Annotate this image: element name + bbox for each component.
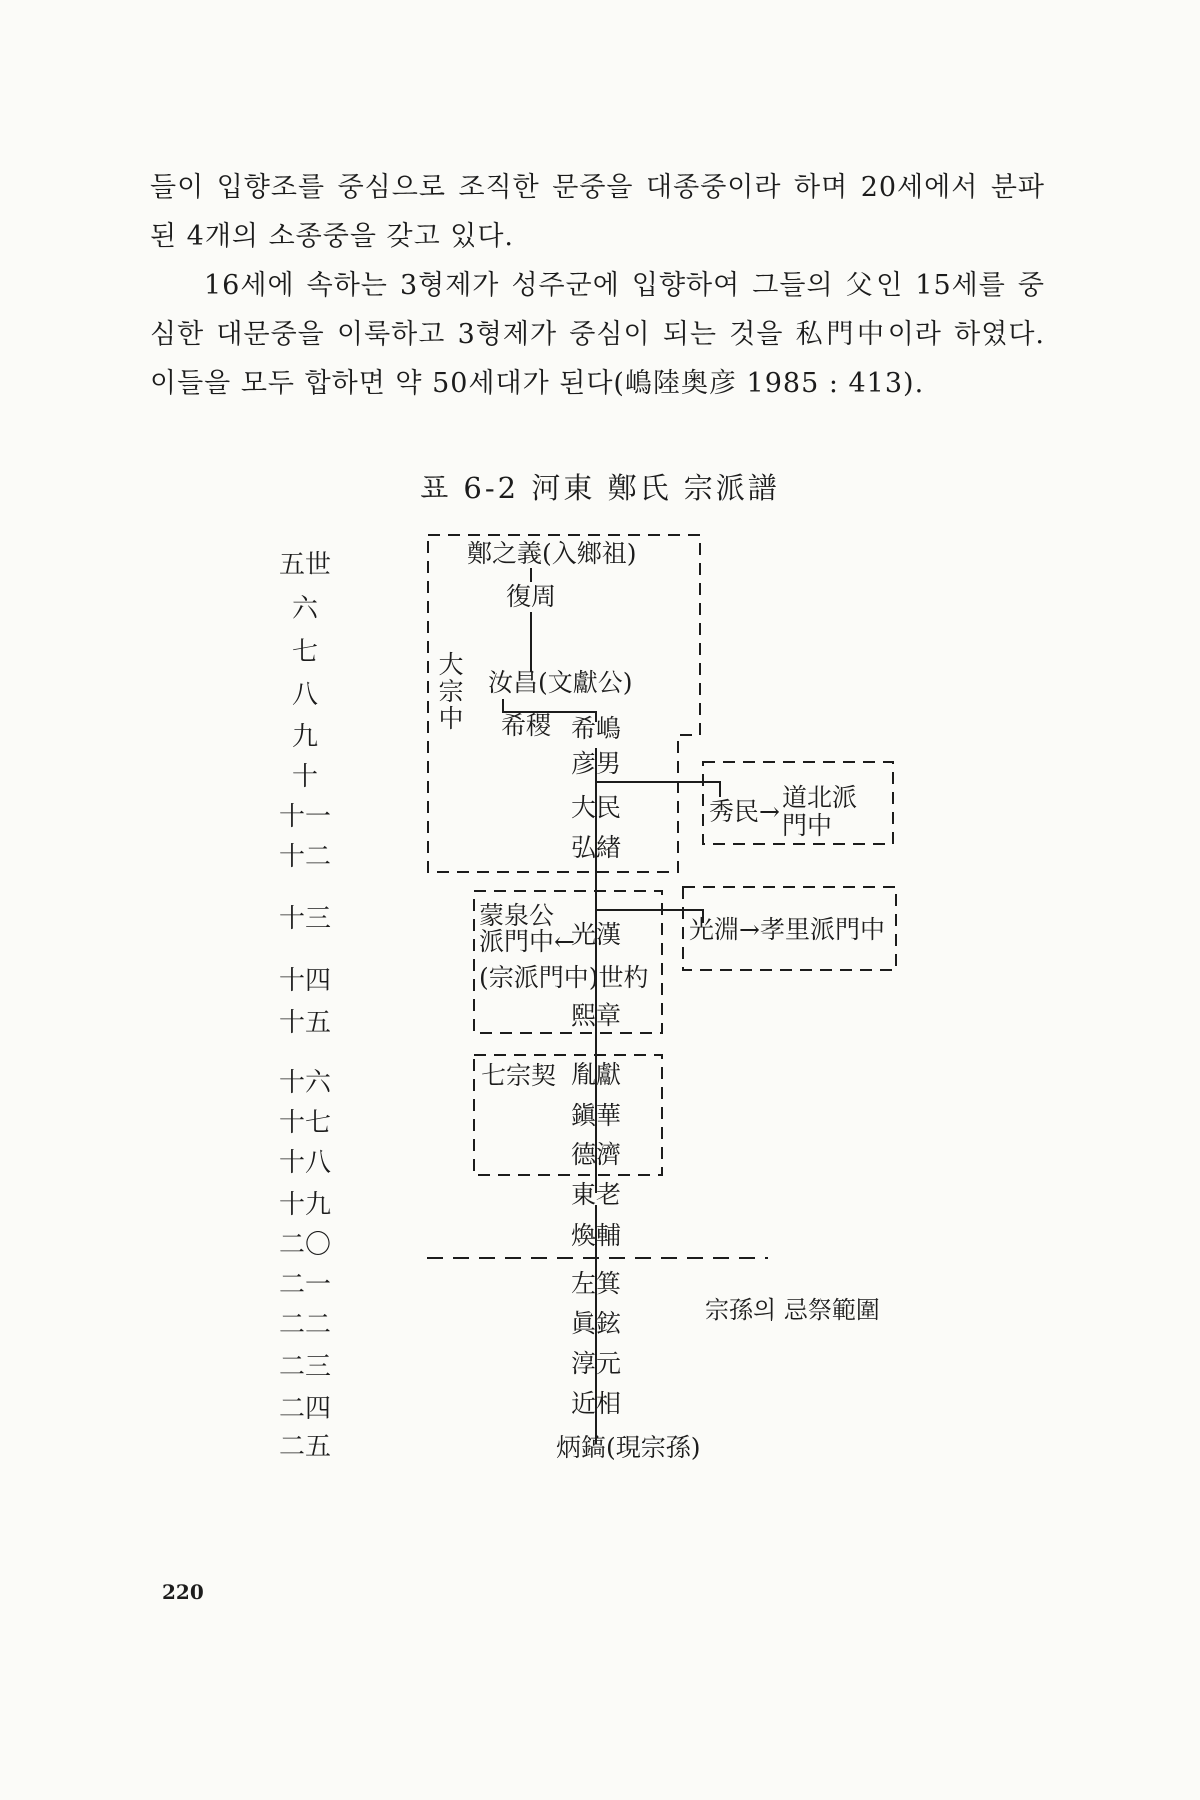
generation-label: 十七 xyxy=(278,1108,331,1138)
person-g13: 光漢 xyxy=(571,920,622,949)
generation-label: 十一 xyxy=(278,802,331,832)
person-g25: 炳鎬(現宗孫) xyxy=(556,1433,701,1462)
generation-label: 六 xyxy=(291,594,318,624)
person-g6: 復周 xyxy=(506,582,557,611)
generation-label: 七 xyxy=(291,637,318,667)
person-g15: 熙章 xyxy=(571,1001,622,1030)
generation-label: 十五 xyxy=(278,1008,331,1038)
person-g8: 汝昌(文獻公) xyxy=(488,668,633,697)
daejong-label-3: 中 xyxy=(438,704,464,733)
generation-label: 十二 xyxy=(278,842,331,872)
person-g14: (宗派門中)世杓 xyxy=(479,963,649,992)
person-g9a: 希稷 xyxy=(501,711,552,740)
generation-label: 九 xyxy=(291,722,318,752)
gijesa-note: 宗孫의 忌祭範圍 xyxy=(705,1296,880,1324)
daejong-label-2: 宗 xyxy=(438,677,464,706)
person-g13b: 光淵→孝里派門中 xyxy=(689,915,885,944)
person-g5: 鄭之義(入鄉祖) xyxy=(467,539,637,568)
generation-label: 十 xyxy=(291,762,318,792)
paragraph-2: 16세에 속하는 3형제가 성주군에 입향하여 그들의 父인 15세를 중심한 대문중을 이룩하고 3형제가 중심이 되는 것을 私門中이라 하였다. 이들을 모두 합하면 약 50세대가 된다(嶋陸奥彦 1985 : 413). xyxy=(150,270,1045,399)
person-g23: 淳元 xyxy=(571,1349,622,1378)
daejongjung-box xyxy=(428,535,700,872)
generation-label: 二五 xyxy=(278,1432,331,1462)
mongcheon-label-2: 派門中← xyxy=(479,927,575,956)
person-g22: 眞鉉 xyxy=(571,1309,622,1338)
generation-label: 八 xyxy=(291,680,318,710)
person-g20: 煥輔 xyxy=(571,1221,622,1250)
generation-label: 十八 xyxy=(278,1148,331,1178)
person-g18: 德濟 xyxy=(571,1140,622,1169)
mongcheon-label-1: 蒙泉公 xyxy=(479,901,555,930)
generation-label: 十四 xyxy=(278,966,331,996)
person-g11b: 秀民→ xyxy=(709,797,780,826)
dobuk-label-2: 門中 xyxy=(782,811,833,840)
generation-label: 二一 xyxy=(278,1270,331,1300)
chiljong-label: 七宗契 xyxy=(481,1061,557,1090)
person-g11: 大民 xyxy=(571,793,622,822)
person-g19: 東老 xyxy=(571,1180,622,1209)
generation-label: 二〇 xyxy=(278,1230,331,1260)
person-g17: 鎭華 xyxy=(571,1101,622,1130)
generation-label: 十六 xyxy=(278,1068,331,1098)
generation-label: 五世 xyxy=(278,550,331,580)
daejong-label-1: 大 xyxy=(438,650,464,679)
generation-label: 二三 xyxy=(278,1352,331,1382)
generation-label: 二二 xyxy=(278,1310,331,1340)
page-number: 220 xyxy=(162,1580,204,1604)
person-g16: 胤獻 xyxy=(571,1060,622,1089)
person-g24: 近相 xyxy=(571,1389,622,1418)
table-title: 표 6-2 河東 鄭氏 宗派譜 xyxy=(420,471,780,505)
person-g12: 弘緖 xyxy=(571,833,622,862)
generation-label: 十三 xyxy=(278,904,331,934)
paragraph-1: 들이 입향조를 중심으로 조직한 문중을 대종중이라 하며 20세에서 분파된 4개의 소종중을 갖고 있다. xyxy=(150,172,1045,252)
dobuk-label-1: 道北派 xyxy=(782,783,858,812)
person-g21: 左箕 xyxy=(571,1269,622,1298)
person-g9b: 希嶋 xyxy=(571,714,622,743)
generation-label: 十九 xyxy=(278,1190,331,1220)
generation-label: 二四 xyxy=(278,1394,331,1424)
person-g10: 彦男 xyxy=(571,749,622,778)
